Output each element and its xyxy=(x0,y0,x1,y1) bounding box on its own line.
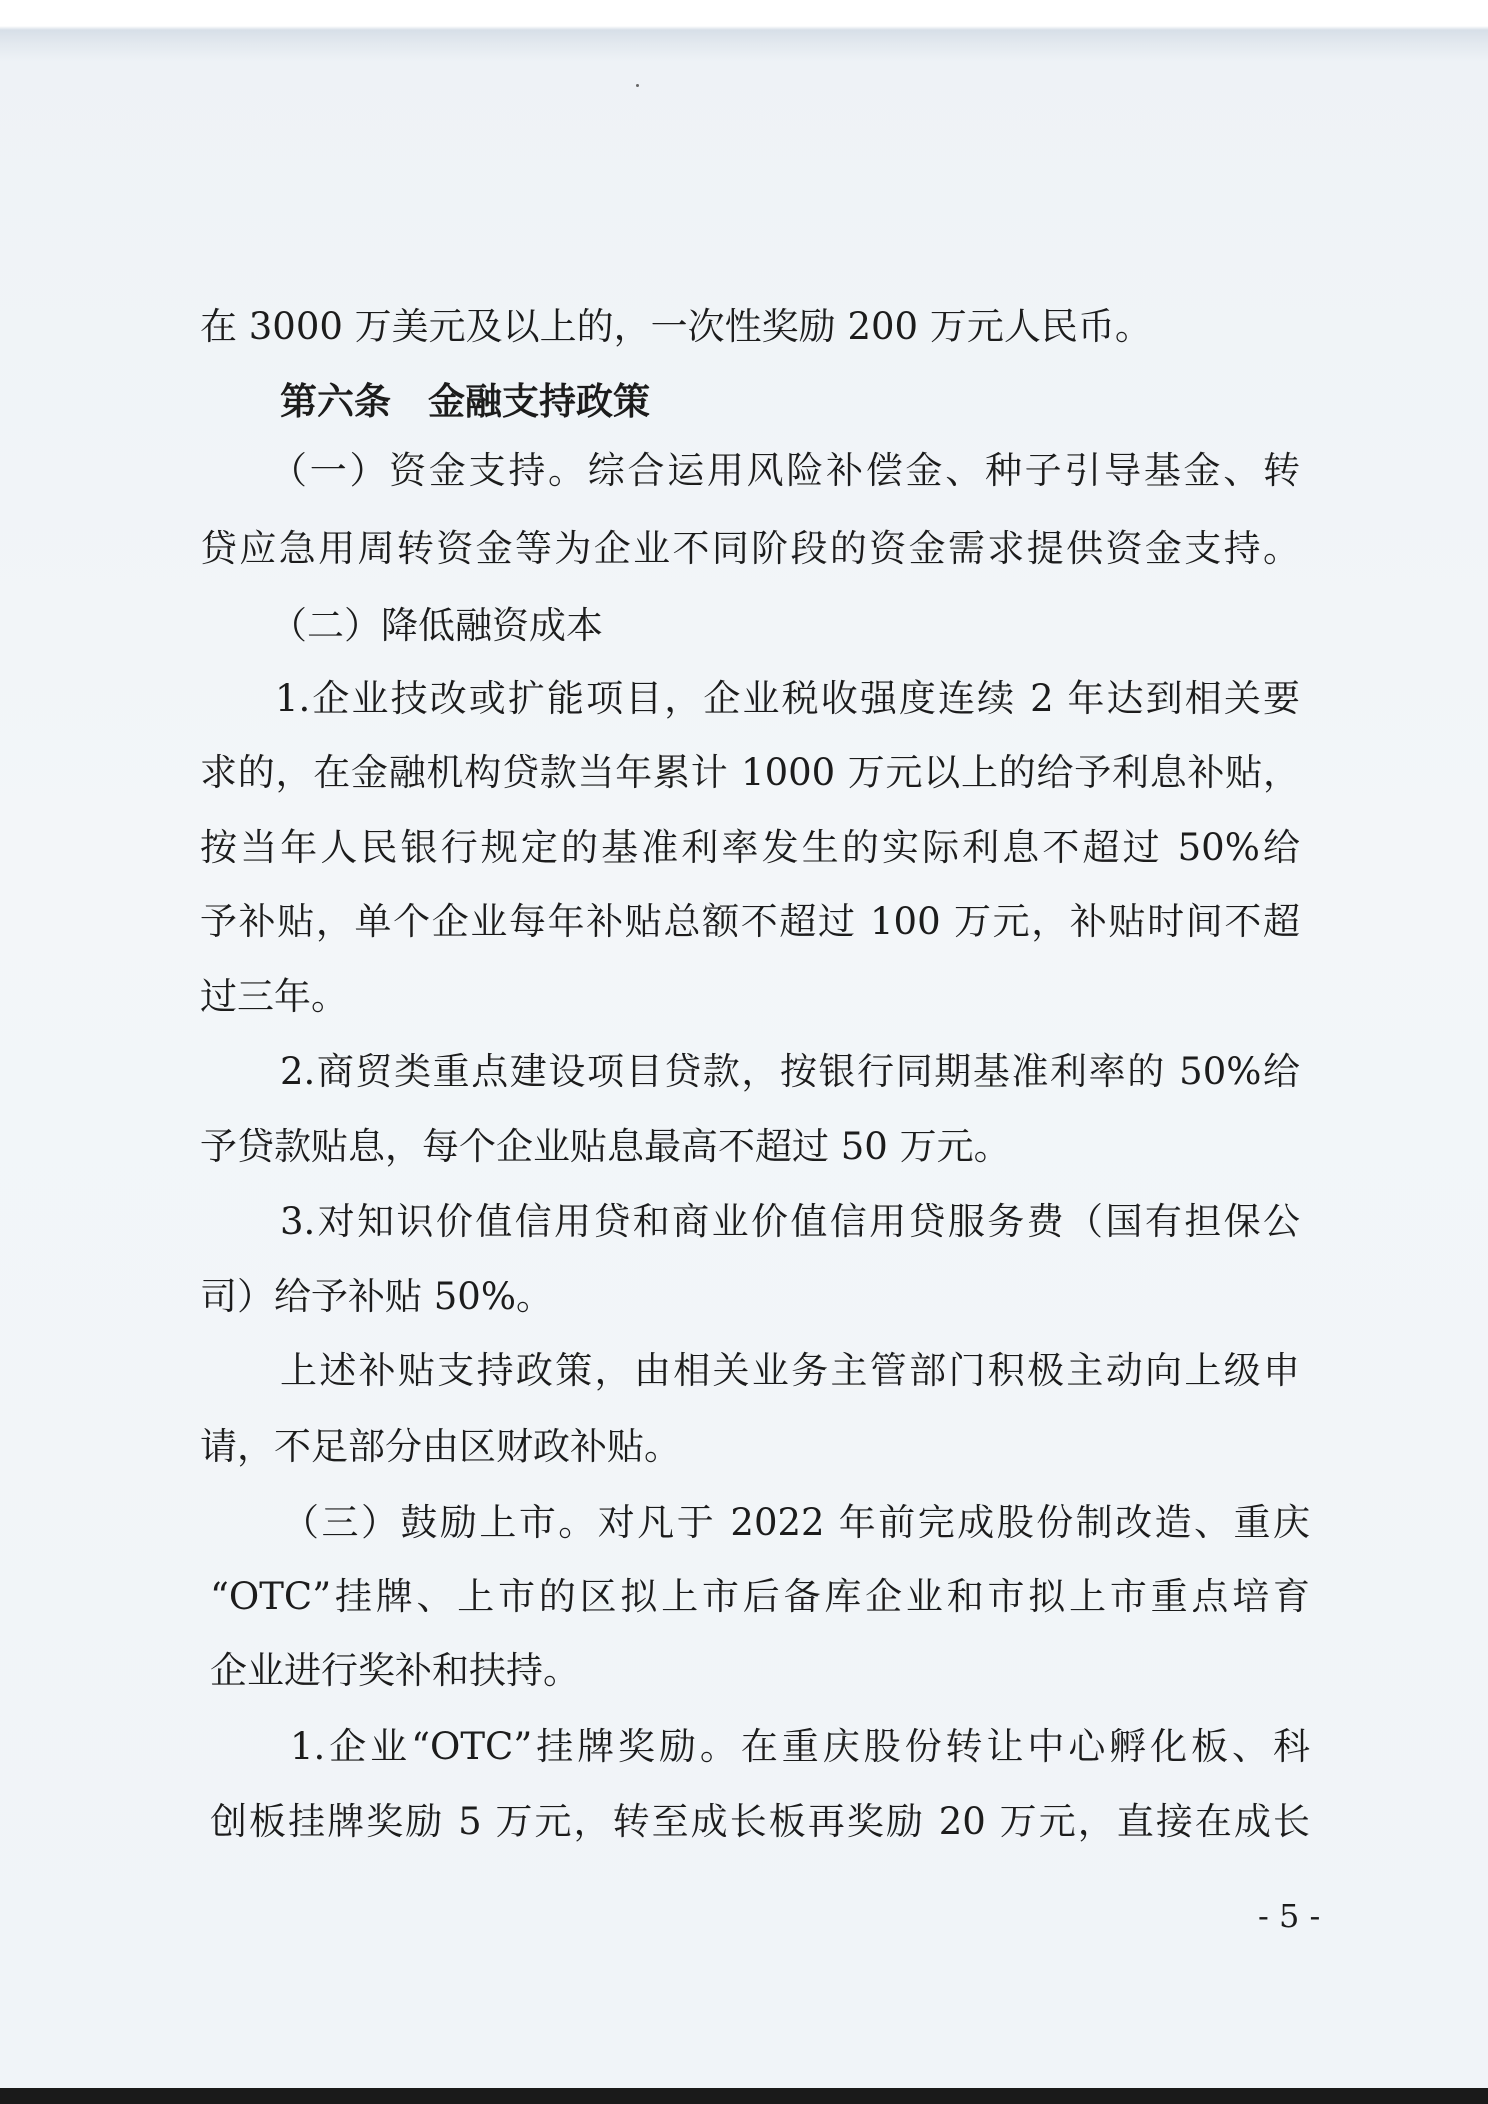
text-line: 过三年。 xyxy=(200,975,348,1018)
text-line: 2.商贸类重点建设项目贷款，按银行同期基准利率的 50%给 xyxy=(280,1050,1300,1093)
text-line: 按当年人民银行规定的基准利率发生的实际利息不超过 50%给 xyxy=(200,826,1300,869)
text-line: 司）给予补贴 50%。 xyxy=(200,1275,553,1318)
scan-top-shadow xyxy=(0,0,1488,62)
text-line: 予补贴，单个企业每年补贴总额不超过 100 万元，补贴时间不超 xyxy=(200,900,1300,943)
scan-speck xyxy=(636,84,639,87)
page-number: - 5 - xyxy=(1258,1897,1321,1935)
text-line: 1.企业技改或扩能项目，企业税收强度连续 2 年达到相关要 xyxy=(275,677,1300,720)
section-heading: 第六条 金融支持政策 xyxy=(280,379,650,423)
text-line: 贷应急用周转资金等为企业不同阶段的资金需求提供资金支持。 xyxy=(200,527,1300,570)
text-line: 3.对知识价值信用贷和商业价值信用贷服务费（国有担保公 xyxy=(280,1200,1300,1243)
text-line: 上述补贴支持政策，由相关业务主管部门积极主动向上级申 xyxy=(280,1349,1300,1392)
text-line: 1.企业“OTC”挂牌奖励。在重庆股份转让中心孵化板、科 xyxy=(290,1725,1310,1768)
text-line: 请，不足部分由区财政补贴。 xyxy=(200,1425,681,1468)
text-line: 在 3000 万美元及以上的，一次性奖励 200 万元人民币。 xyxy=(200,305,1152,348)
text-line: 企业进行奖补和扶持。 xyxy=(210,1649,580,1692)
text-line: （一）资金支持。综合运用风险补偿金、种子引导基金、转 xyxy=(270,449,1300,492)
text-line: （三）鼓励上市。对凡于 2022 年前完成股份制改造、重庆 xyxy=(282,1501,1310,1544)
text-line: 创板挂牌奖励 5 万元，转至成长板再奖励 20 万元，直接在成长 xyxy=(210,1800,1310,1843)
text-line: “OTC”挂牌、上市的区拟上市后备库企业和市拟上市重点培育 xyxy=(210,1575,1310,1618)
text-line: 求的，在金融机构贷款当年累计 1000 万元以上的给予利息补贴， xyxy=(200,751,1300,794)
scan-bottom-edge xyxy=(0,2088,1488,2104)
subsection-heading: （二）降低融资成本 xyxy=(270,604,603,647)
text-line: 予贷款贴息，每个企业贴息最高不超过 50 万元。 xyxy=(200,1125,1011,1168)
